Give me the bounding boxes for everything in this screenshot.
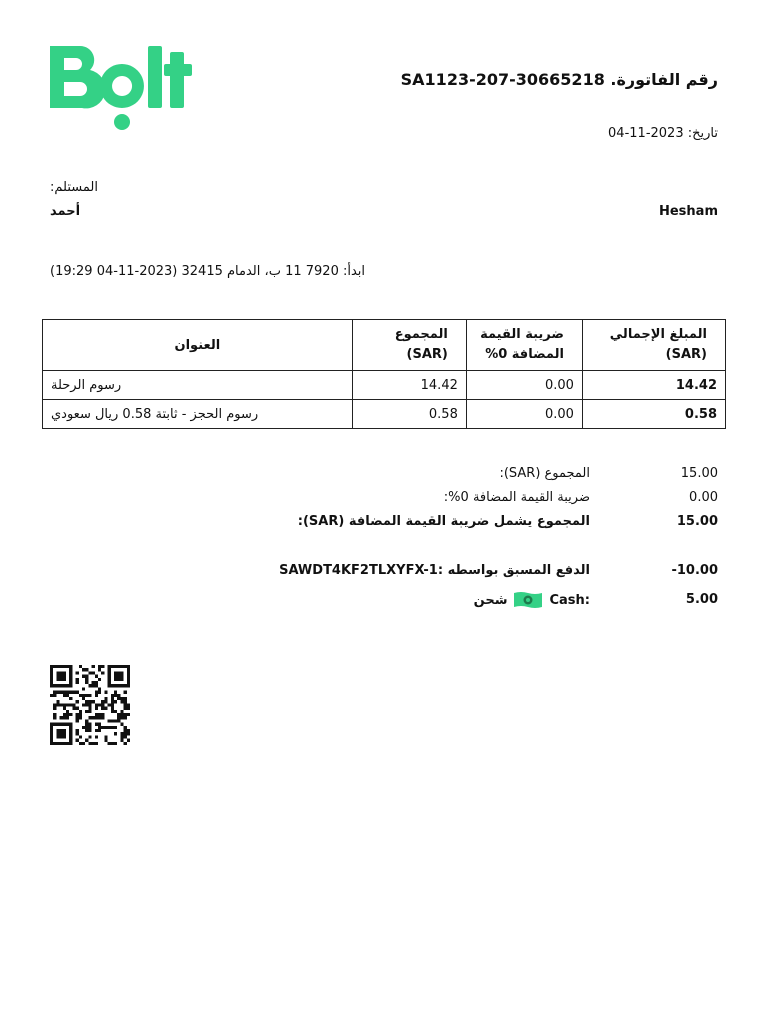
total-label: :(SAR) المجموع يشمل ضريبة القيمة المضافة	[297, 514, 590, 529]
recipient-label: :المستلم	[50, 180, 98, 195]
bolt-logo	[48, 44, 194, 134]
qr-code	[50, 664, 130, 746]
row-sum: 14.42	[352, 371, 466, 400]
vat-value: 0.00	[689, 490, 718, 505]
cash-suffix: شحن	[473, 592, 508, 608]
row-sum: 0.58	[352, 400, 466, 429]
total-value: 15.00	[676, 514, 718, 529]
recipient-name: أحمد	[50, 204, 81, 219]
header-total: المبلغ الإجمالي (SAR)	[582, 320, 725, 371]
cash-banknote-icon	[513, 590, 543, 610]
subtotal-label: :(SAR) المجموع	[499, 466, 590, 481]
vat-label: :%ضريبة القيمة المضافة 0	[443, 490, 590, 505]
row-title: رسوم الرحلة	[43, 371, 353, 400]
cash-payment-line	[474, 590, 590, 610]
cash-label: Cash:	[549, 592, 590, 608]
header-vat: ضريبة القيمة %المضافة 0	[466, 320, 582, 371]
row-total: 14.42	[582, 371, 725, 400]
cash-value: 5.00	[685, 592, 718, 607]
table-row	[43, 400, 726, 429]
table-row	[43, 371, 726, 400]
header-title: العنوان	[43, 320, 353, 371]
prepaid-value: -10.00	[671, 563, 718, 578]
subtotal-value: 15.00	[680, 466, 718, 481]
invoice-number: SA1123-207-رقم الفاتورة. 30665218	[400, 70, 718, 89]
row-vat: 0.00	[466, 371, 582, 400]
row-vat: 0.00	[466, 400, 582, 429]
invoice-date: تاريخ: 2023-11-04	[608, 126, 718, 141]
sender-name: Hesham	[658, 204, 718, 219]
table-header-row	[43, 320, 726, 371]
invoice-items-table	[42, 319, 726, 429]
trip-start-address: ابدأ: 7920 11 ب، الدمام 32415 (2023-11-04 19:29)	[50, 264, 366, 279]
row-total: 0.58	[582, 400, 725, 429]
header-sum: المجموع (SAR)	[352, 320, 466, 371]
row-title: رسوم الحجز - ثابتة 0.58 ريال سعودي	[43, 400, 353, 429]
prepaid-label: SAWDT4KF2TLXYFX-1: الدفع المسبق بواسطه	[279, 563, 590, 578]
